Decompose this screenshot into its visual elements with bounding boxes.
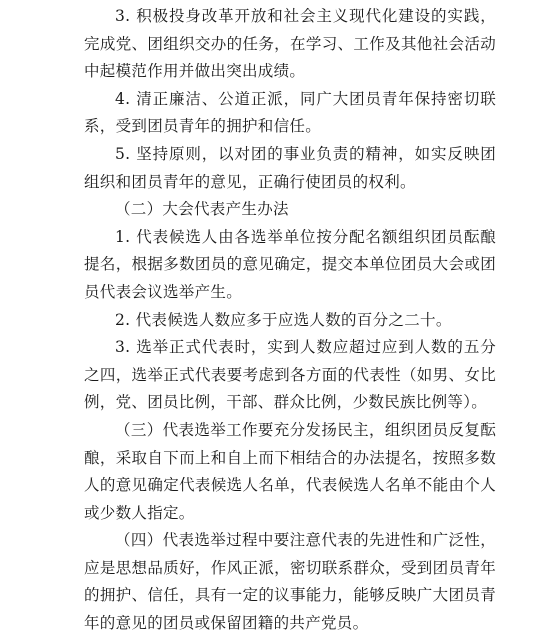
- paragraph-item-5: 5. 坚持原则，以对团的事业负责的精神，如实反映团组织和团员青年的意见，正确行使团员的权利。: [84, 144, 496, 191]
- section-heading-2: （二）大会代表产生办法: [115, 200, 289, 219]
- paragraph-sub-1: 1. 代表候选人由各选举单位按分配名额组织团员酝酿提名，根据多数团员的意见确定，提交本单位团员大会或团员代表会议选举产生。: [84, 227, 496, 301]
- paragraph-section-4: （四）代表选举过程中要注意代表的先进性和广泛性，应是思想品质好，作风正派，密切联系群众，受到团员青年的拥护、信任，具有一定的议事能力，能够反映广大团员青年的意见的团员或保留团籍的共产党员。: [84, 531, 496, 633]
- paragraph-sub-3: 3. 选举正式代表时，实到人数应超过应到人数的五分之四，选举正式代表要考虑到各方面的代表性（如男、女比例，党、团员比例，干部、群众比例，少数民族比例等）。: [84, 338, 496, 412]
- paragraph-section-3: （三）代表选举工作要充分发扬民主，组织团员反复酝酿，采取自下而上和自上而下相结合的办法提名，按照多数人的意见确定代表候选人名单，代表候选人名单不能由个人或少数人指定。: [84, 420, 496, 522]
- paragraph-item-3: 3. 积极投身改革开放和社会主义现代化建设的实践，完成党、团组织交办的任务，在学习、工作及其他社会活动中起模范作用并做出突出成绩。: [84, 7, 496, 81]
- paragraph-sub-2: 2. 代表候选人数应多于应选人数的百分之二十。: [115, 310, 452, 329]
- paragraph-item-4: 4. 清正廉洁、公道正派，同广大团员青年保持密切联系，受到团员青年的拥护和信任。: [84, 89, 496, 136]
